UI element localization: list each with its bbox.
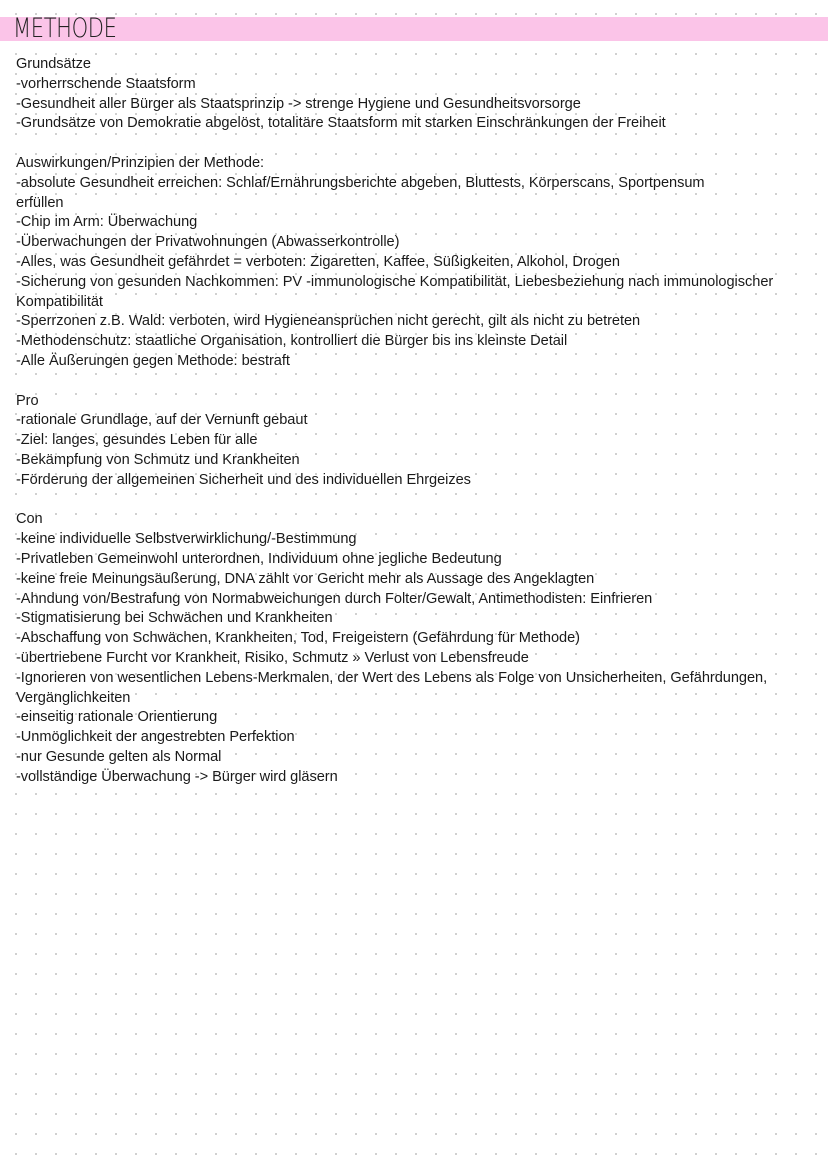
list-item: -übertriebene Furcht vor Krankheit, Risiko, Schmutz » Verlust von Lebensfreude — [16, 649, 529, 666]
list-item: -einseitig rationale Orientierung — [16, 709, 218, 726]
list-item: -Gesundheit aller Bürger als Staatsprinzip -> strenge Hygiene und Gesundheitsvorsorge — [16, 95, 581, 112]
title-highlight-band — [0, 17, 828, 41]
list-item: -rationale Grundlage, auf der Vernunft gebaut — [16, 412, 308, 429]
section-heading: Con — [16, 511, 43, 528]
section-heading: Auswirkungen/Prinzipien der Methode: — [16, 154, 265, 171]
list-item: -Ahndung von/Bestrafung von Normabweichungen durch Folter/Gewalt, Antimethodisten: Einfrieren — [16, 590, 653, 607]
list-item: -keine freie Meinungsäußerung, DNA zählt vor Gericht mehr als Aussage des Angeklagten — [16, 570, 595, 587]
list-item: -nur Gesunde gelten als Normal — [16, 748, 222, 765]
notes-body — [16, 55, 816, 807]
section-pro — [16, 392, 816, 491]
list-item: -Alle Äußerungen gegen Methode: bestraft — [16, 352, 290, 369]
list-item: -Stigmatisierung bei Schwächen und Krankheiten — [16, 610, 333, 627]
list-item: -Ziel: langes, gesundes Leben für alle — [16, 432, 258, 449]
page-title: METHODE — [13, 13, 117, 44]
list-item: -vollständige Überwachung -> Bürger wird gläsern — [16, 768, 338, 785]
list-item: -Grundsätze von Demokratie abgelöst, totalitäre Staatsform mit starken Einschränkungen der Freiheit — [16, 115, 666, 132]
section-heading: Grundsätze — [16, 56, 91, 72]
list-item: -Abschaffung von Schwächen, Krankheiten, Tod, Freigeistern (Gefährdung für Methode) — [16, 630, 580, 647]
section-grundsaetze — [16, 55, 816, 134]
list-item: -Unmöglichkeit der angestrebten Perfektion — [16, 729, 295, 746]
list-item: -Chip im Arm: Überwachung — [16, 214, 198, 231]
section-auswirkungen — [16, 154, 816, 372]
list-item: -keine individuelle Selbstverwirklichung/-Bestimmung — [16, 531, 357, 548]
list-item: -Förderung der allgemeinen Sicherheit und des individuellen Ehrgeizes — [16, 471, 471, 488]
section-con — [16, 510, 816, 787]
list-item: -Ignorieren von wesentlichen Lebens-Merkmalen, der Wert des Lebens als Folge von Unsicherheiten, Gefährdungen, Vergänglichkeiten — [16, 669, 768, 706]
list-item: -absolute Gesundheit erreichen: Schlaf/Ernährungsberichte abgeben, Bluttests, Körperscans, Sportpensum erfüllen — [16, 174, 705, 211]
list-item: -Sicherung von gesunden Nachkommen: PV -immunologische Kompatibilität, Liebesbeziehung nach immunologischer Kompatibilität — [16, 273, 774, 310]
section-heading: Pro — [16, 392, 39, 409]
list-item: -Alles, was Gesundheit gefährdet = verboten: Zigaretten, Kaffee, Süßigkeiten, Alkohol, Drogen — [16, 253, 620, 270]
list-item: -vorherrschende Staatsform — [16, 75, 196, 92]
list-item: -Privatleben Gemeinwohl unterordnen, Individuum ohne jegliche Bedeutung — [16, 550, 502, 567]
list-item: -Sperrzonen z.B. Wald: verboten, wird Hygieneansprüchen nicht gerecht, gilt als nicht zu betreten — [16, 313, 641, 330]
list-item: -Methodenschutz: staatliche Organisation, kontrolliert die Bürger bis ins kleinste Detail — [16, 333, 568, 350]
list-item: -Überwachungen der Privatwohnungen (Abwasserkontrolle) — [16, 234, 400, 251]
list-item: -Bekämpfung von Schmutz und Krankheiten — [16, 451, 300, 468]
